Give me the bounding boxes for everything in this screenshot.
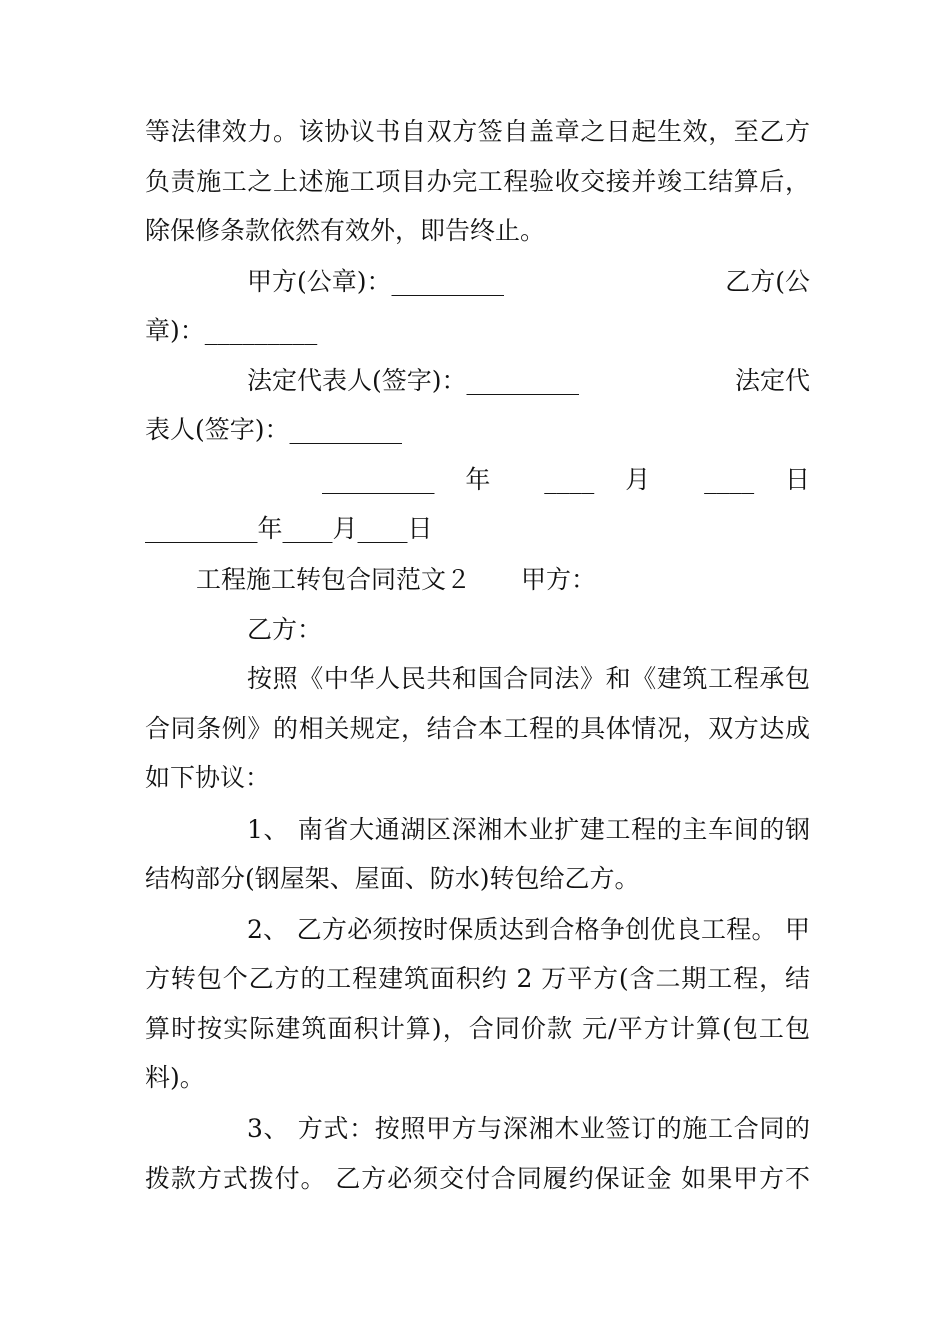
section-title: 工程施工转包合同范文２ 甲方：: [196, 565, 597, 594]
text-line: 结构部分(钢屋架、屋面、防水)转包给乙方。: [145, 864, 640, 893]
text-line: 拨款方式拨付。 乙方必须交付合同履约保证金 如果甲方不: [145, 1164, 810, 1193]
text-line: 按照《中华人民共和国合同法》和《建筑工程承包: [247, 664, 810, 693]
text-line: 章)：_________: [145, 316, 318, 345]
text-line: 负责施工之上述施工项目办完工程验收交接并竣工结算后，: [145, 167, 810, 196]
text-line: 方转包个乙方的工程建筑面积约 2 万平方(含二期工程，结: [145, 964, 810, 993]
signature-line-party-a: [247, 264, 810, 300]
party-a-representative-label: 法定代表人(签字)：_________: [247, 366, 580, 395]
signature-line-representative: [247, 363, 810, 399]
text-line: 除保修条款依然有效外，即告终止。: [145, 216, 546, 245]
party-b-seal-label: 乙方(公: [725, 267, 810, 296]
text-line: 表人(签字)：_________: [145, 415, 403, 444]
text-line: 等法律效力。该协议书自双方签自盖章之日起生效，至乙方: [145, 117, 810, 146]
text-line: 合同条例》的相关规定，结合本工程的具体情况，双方达成: [145, 714, 810, 743]
text-line: 料)。: [145, 1063, 205, 1092]
date-line: _________ 年 ____ 月 ____ 日: [322, 465, 810, 494]
text-line: 算时按实际建筑面积计算)，合同价款 元/平方计算(包工包: [145, 1014, 810, 1043]
party-a-seal-label: 甲方(公章)：_________: [247, 267, 505, 296]
clause-1: 1、 南省大通湖区深湘木业扩建工程的主车间的钢: [247, 815, 810, 844]
clause-2: 2、 乙方必须按时保质达到合格争创优良工程。 甲: [247, 915, 810, 944]
clause-3: 3、 方式：按照甲方与深湘木业签订的施工合同的: [247, 1114, 810, 1143]
text-line: 乙方：: [247, 615, 323, 644]
party-b-representative-label: 法定代: [734, 366, 810, 395]
date-line: _________年____月____日: [145, 514, 433, 543]
text-line: 如下协议：: [145, 763, 271, 792]
